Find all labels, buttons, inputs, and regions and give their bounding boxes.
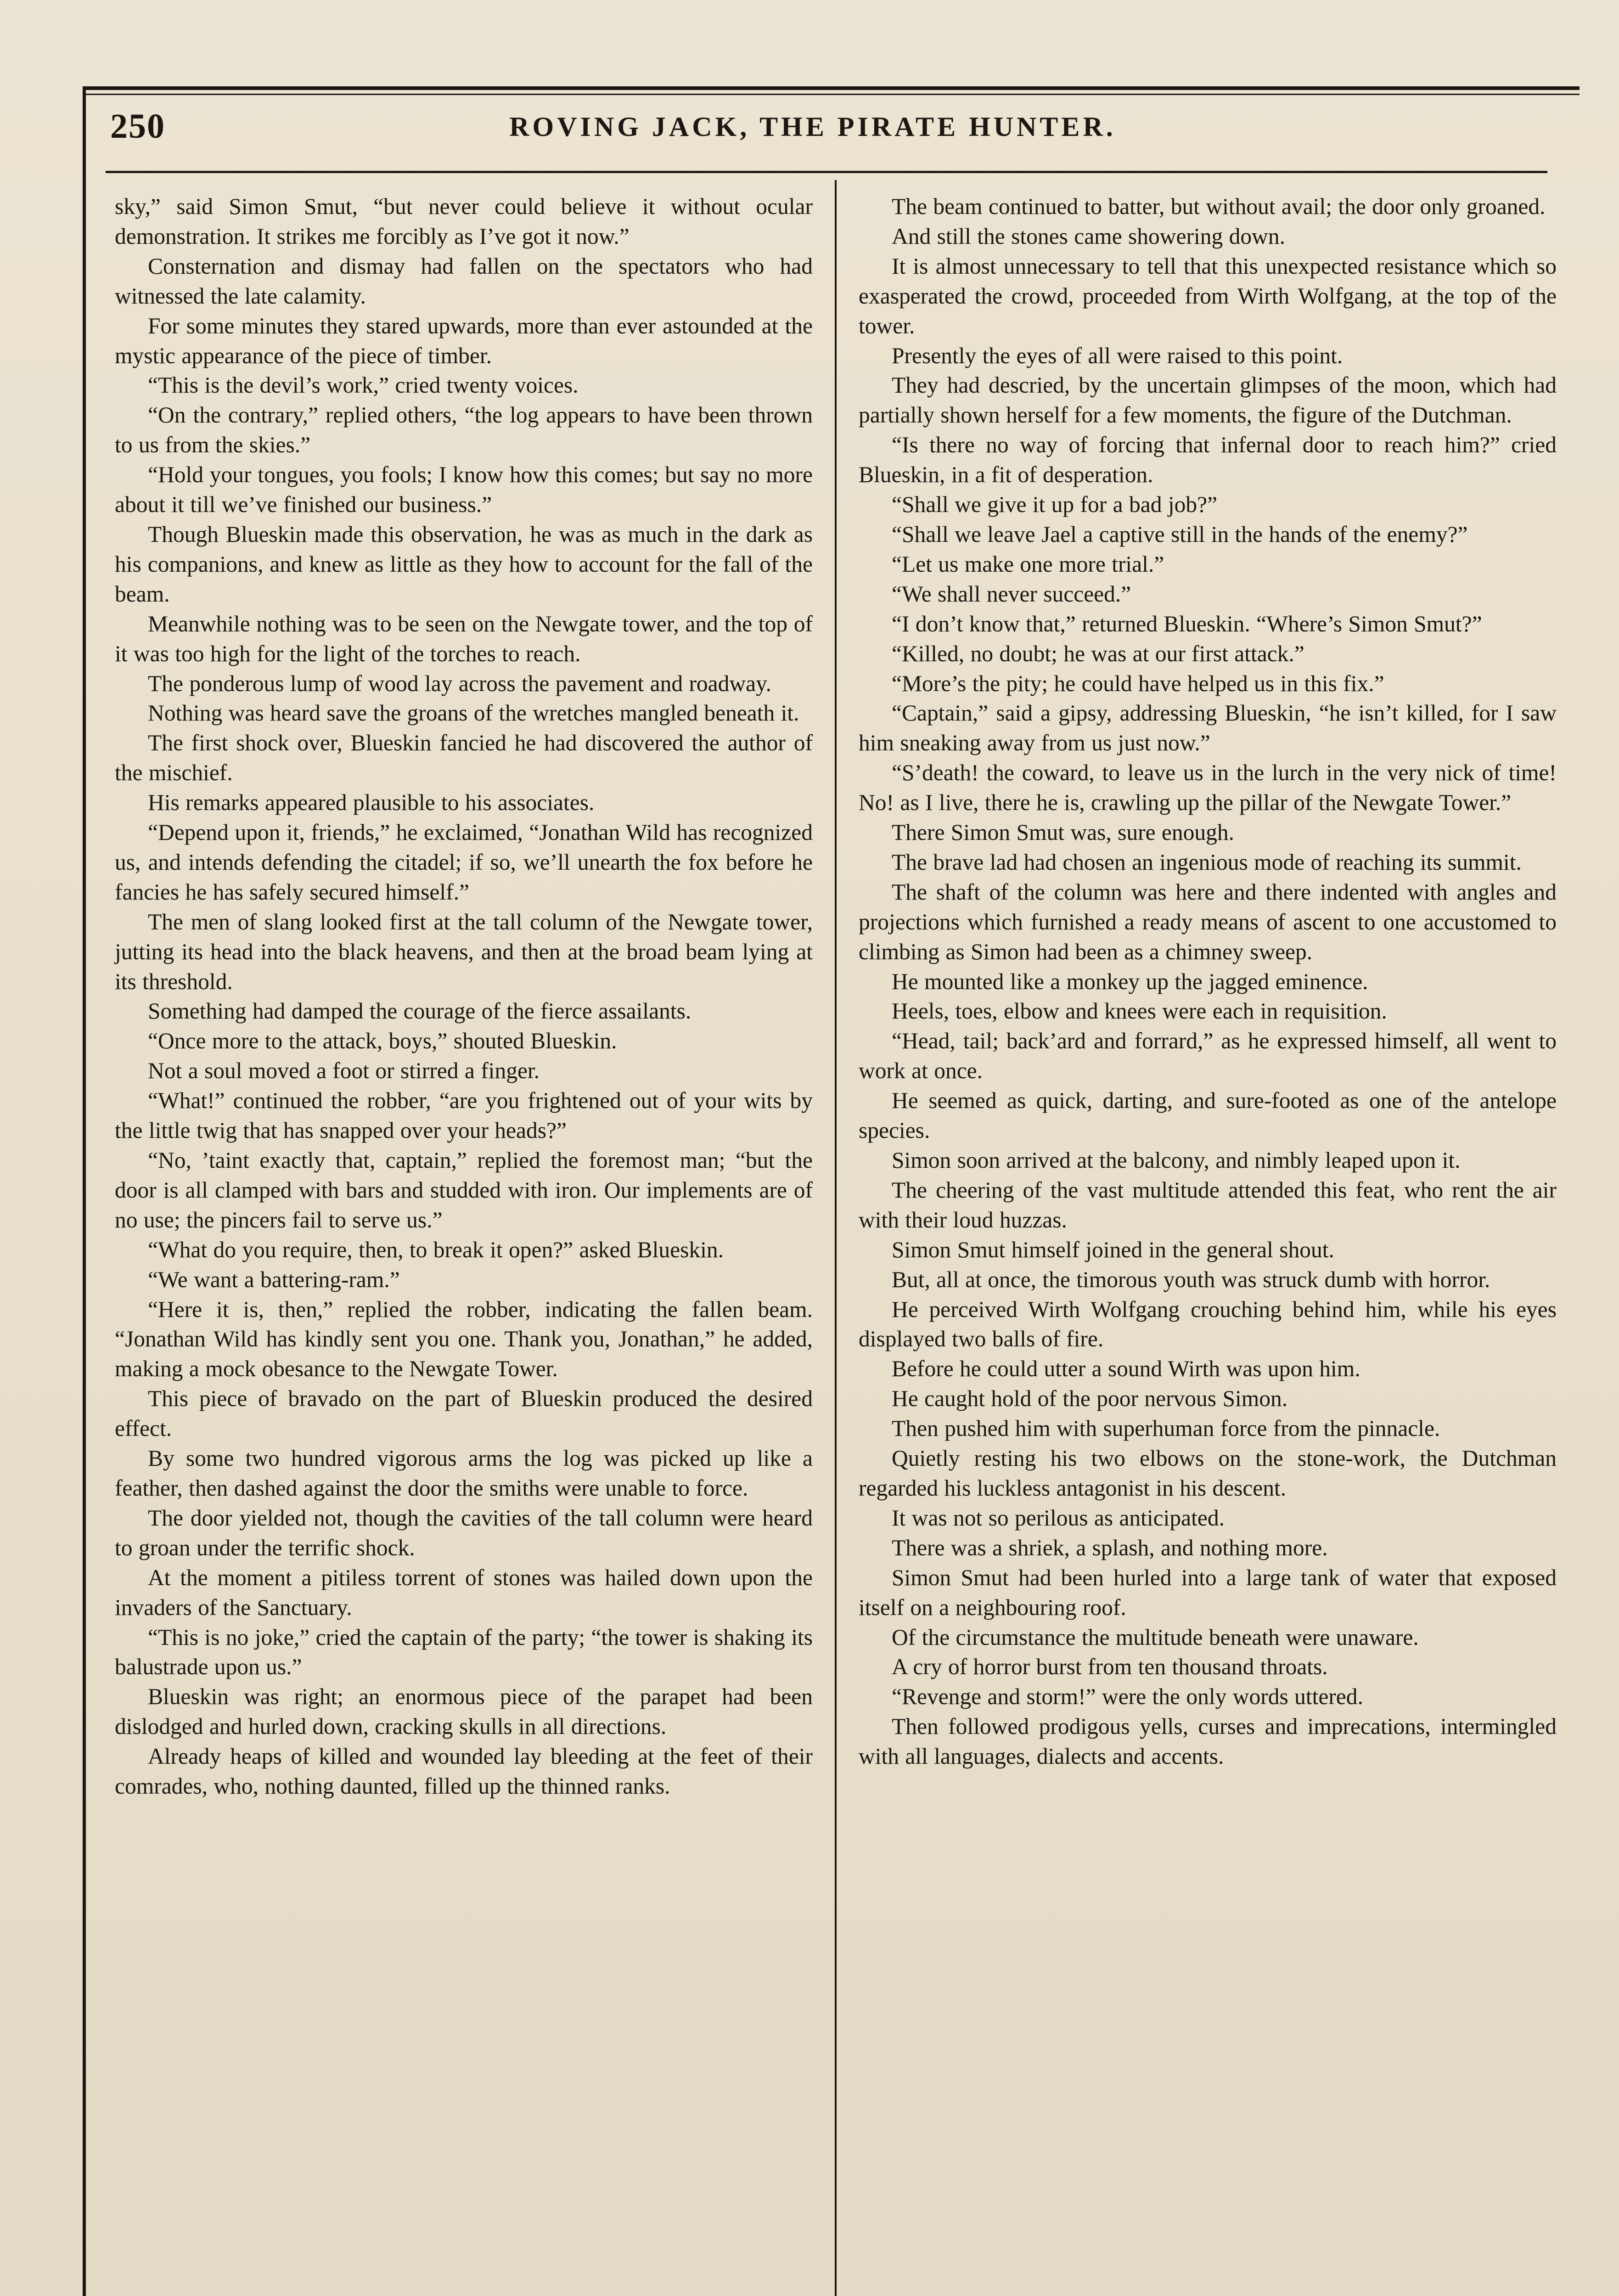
paragraph: “More’s the pity; he could have helped us in this fix.” — [892, 670, 1384, 696]
paragraph: “Is there no way of forcing that infernal door to reach him?” cried Blueskin, in a fit of desperation. — [859, 432, 1557, 488]
paragraph: It was not so perilous as anticipated. — [892, 1505, 1225, 1531]
paragraph: “What!” continued the robber, “are you frightened out of your wits by the little twig that has snapped over your heads?” — [115, 1088, 813, 1143]
paragraph: Simon soon arrived at the balcony, and nimbly leaped upon it. — [892, 1148, 1461, 1173]
paragraph: “Killed, no doubt; he was at our first attack.” — [892, 641, 1304, 666]
paragraph: “What do you require, then, to break it open?” asked Blueskin. — [148, 1237, 724, 1262]
paragraph: Nothing was heard save the groans of the wretches mangled beneath it. — [148, 700, 799, 726]
paragraph: Simon Smut himself joined in the general shout. — [892, 1237, 1334, 1262]
paragraph: This piece of bravado on the part of Blueskin produced the desired effect. — [115, 1386, 813, 1441]
paragraph: The cheering of the vast multitude attended this feat, who rent the air with their loud huzzas. — [859, 1177, 1557, 1232]
paragraph: The shaft of the column was here and there indented with angles and projections which furnished a ready means of ascent to one accustomed to climbing as Simon had been as a chimney sweep. — [859, 879, 1557, 964]
paragraph: The first shock over, Blueskin fancied he had discovered the author of the mischief. — [115, 730, 813, 786]
paragraph: It is almost unnecessary to tell that this unexpected resistance which so exasperated the crowd, proceeded from Wirth Wolfgang, at the top of the tower. — [859, 253, 1557, 338]
paragraph: Not a soul moved a foot or stirred a finger. — [148, 1058, 540, 1084]
paragraph: “This is no joke,” cried the captain of the party; “the tower is shaking its balustrade upon us.” — [115, 1624, 813, 1680]
paragraph: He mounted like a monkey up the jagged eminence. — [892, 968, 1368, 994]
paragraph: Then followed prodigous yells, curses and imprecations, intermingled with all languages, dialects and accents. — [859, 1714, 1557, 1769]
paragraph: And still the stones came showering down. — [892, 223, 1285, 249]
paragraph: Already heaps of killed and wounded lay bleeding at the feet of their comrades, who, nothing daunted, filled up the thinned ranks. — [115, 1744, 813, 1799]
paragraph: A cry of horror burst from ten thousand throats. — [892, 1654, 1328, 1680]
paragraph: “On the contrary,” replied others, “the log appears to have been thrown to us from the skies.” — [115, 402, 813, 458]
paragraph: “Here it is, then,” replied the robber, indicating the fallen beam. “Jonathan Wild has kindly sent you one. Thank you, Jonathan,” he added, making a mock obesance to the Newgate Tower. — [115, 1296, 813, 1382]
paragraph: “I don’t know that,” returned Blueskin. “Where’s Simon Smut?” — [892, 611, 1482, 636]
paragraph: Though Blueskin made this observation, he was as much in the dark as his companions, and knew as little as they how to account for the fall of the beam. — [115, 521, 813, 607]
frame-top-rule — [83, 86, 1580, 90]
paragraph: The ponderous lump of wood lay across the pavement and roadway. — [148, 670, 772, 696]
paragraph: Something had damped the courage of the fierce assailants. — [148, 998, 691, 1024]
paragraph: At the moment a pitiless torrent of stones was hailed down upon the invaders of the Sanctuary. — [115, 1564, 813, 1620]
paragraph: “Once more to the attack, boys,” shouted Blueskin. — [148, 1028, 617, 1054]
paragraph: “Head, tail; back’ard and forrard,” as he expressed himself, all went to work at once. — [859, 1028, 1557, 1084]
paragraph: “No, ’taint exactly that, captain,” replied the foremost man; “but the door is all clamped with bars and studded with iron. Our implements are of no use; the pincers fail to serve us.” — [115, 1148, 813, 1232]
header-rule — [106, 171, 1547, 173]
running-title: ROVING JACK, THE PIRATE HUNTER. — [509, 112, 1116, 142]
paragraph: His remarks appeared plausible to his associates. — [148, 790, 595, 816]
paragraph: “Hold your tongues, you fools; I know how this comes; but say no more about it till we’ve finished our business.” — [115, 462, 813, 518]
paragraph: They had descried, by the uncertain glimpses of the moon, which had partially shown herself for a few moments, the figure of the Dutchman. — [859, 372, 1557, 428]
paragraph: He seemed as quick, darting, and sure-footed as one of the antelope species. — [859, 1088, 1557, 1143]
paragraph: Meanwhile nothing was to be seen on the Newgate tower, and the top of it was too high for the light of the torches to reach. — [115, 611, 813, 666]
left-column — [115, 192, 813, 1801]
paragraph: By some two hundred vigorous arms the log was picked up like a feather, then dashed against the door the smiths were unable to force. — [115, 1446, 813, 1501]
right-column — [859, 192, 1557, 1772]
paragraph: But, all at once, the timorous youth was struck dumb with horror. — [892, 1266, 1490, 1292]
paragraph: Simon Smut had been hurled into a large tank of water that exposed itself on a neighbouring roof. — [859, 1564, 1557, 1620]
paragraph: “We shall never succeed.” — [892, 581, 1131, 607]
frame-top-thin-rule — [83, 94, 1580, 95]
paragraph: The door yielded not, though the cavities of the tall column were heard to groan under the terrific shock. — [115, 1505, 813, 1560]
paragraph: The brave lad had chosen an ingenious mode of reaching its summit. — [892, 849, 1522, 875]
paragraph: “Depend upon it, friends,” he exclaimed, “Jonathan Wild has recognized us, and intends defending the citadel; if so, we’ll unearth the fox before he fancies he has safely secured himself.” — [115, 820, 813, 905]
paragraph: Quietly resting his two elbows on the stone-work, the Dutchman regarded his luckless antagonist in his descent. — [859, 1446, 1557, 1501]
paragraph: Consternation and dismay had fallen on the spectators who had witnessed the late calamity. — [115, 253, 813, 309]
paragraph: The men of slang looked first at the tall column of the Newgate tower, jutting its head into the black heavens, and then at the broad beam lying at its threshold. — [115, 909, 813, 994]
paragraph: There was a shriek, a splash, and nothing more. — [892, 1535, 1328, 1560]
paragraph: “This is the devil’s work,” cried twenty voices. — [148, 372, 579, 398]
paragraph: “S’death! the coward, to leave us in the lurch in the very nick of time! No! as I live, there he is, crawling up the pillar of the Newgate Tower.” — [859, 760, 1557, 816]
paragraph: Before he could utter a sound Wirth was upon him. — [892, 1356, 1360, 1382]
page-number: 250 — [110, 107, 165, 146]
paragraph: Blueskin was right; an enormous piece of the parapet had been dislodged and hurled down, cracking skulls in all directions. — [115, 1684, 813, 1739]
paragraph: “Revenge and storm!” were the only words uttered. — [892, 1684, 1363, 1710]
frame-left-rule — [83, 86, 86, 2296]
paragraph: He caught hold of the poor nervous Simon. — [892, 1386, 1288, 1412]
paragraph: “Let us make one more trial.” — [892, 551, 1164, 577]
paragraph: He perceived Wirth Wolfgang crouching behind him, while his eyes displayed two balls of fire. — [859, 1296, 1557, 1352]
paragraph: sky,” said Simon Smut, “but never could believe it without ocular demonstration. It strikes me forcibly as I’ve got it now.” — [115, 194, 813, 249]
paragraph: Heels, toes, elbow and knees were each in requisition. — [892, 998, 1387, 1024]
paragraph: “Captain,” said a gipsy, addressing Blueskin, “he isn’t killed, for I saw him sneaking away from us just now.” — [859, 700, 1557, 756]
paragraph: “We want a battering-ram.” — [148, 1266, 400, 1292]
paragraph: For some minutes they stared upwards, more than ever astounded at the mystic appearance of the piece of timber. — [115, 313, 813, 368]
paragraph: “Shall we give it up for a bad job?” — [892, 492, 1218, 518]
paragraph: There Simon Smut was, sure enough. — [892, 820, 1235, 845]
paragraph: The beam continued to batter, but without avail; the door only groaned. — [892, 194, 1546, 219]
paragraph: Then pushed him with superhuman force from the pinnacle. — [892, 1416, 1440, 1441]
column-divider — [835, 180, 837, 2296]
paragraph: Of the circumstance the multitude beneath were unaware. — [892, 1624, 1419, 1650]
paragraph: “Shall we leave Jael a captive still in the hands of the enemy?” — [892, 521, 1468, 547]
paragraph: Presently the eyes of all were raised to this point. — [892, 343, 1343, 368]
